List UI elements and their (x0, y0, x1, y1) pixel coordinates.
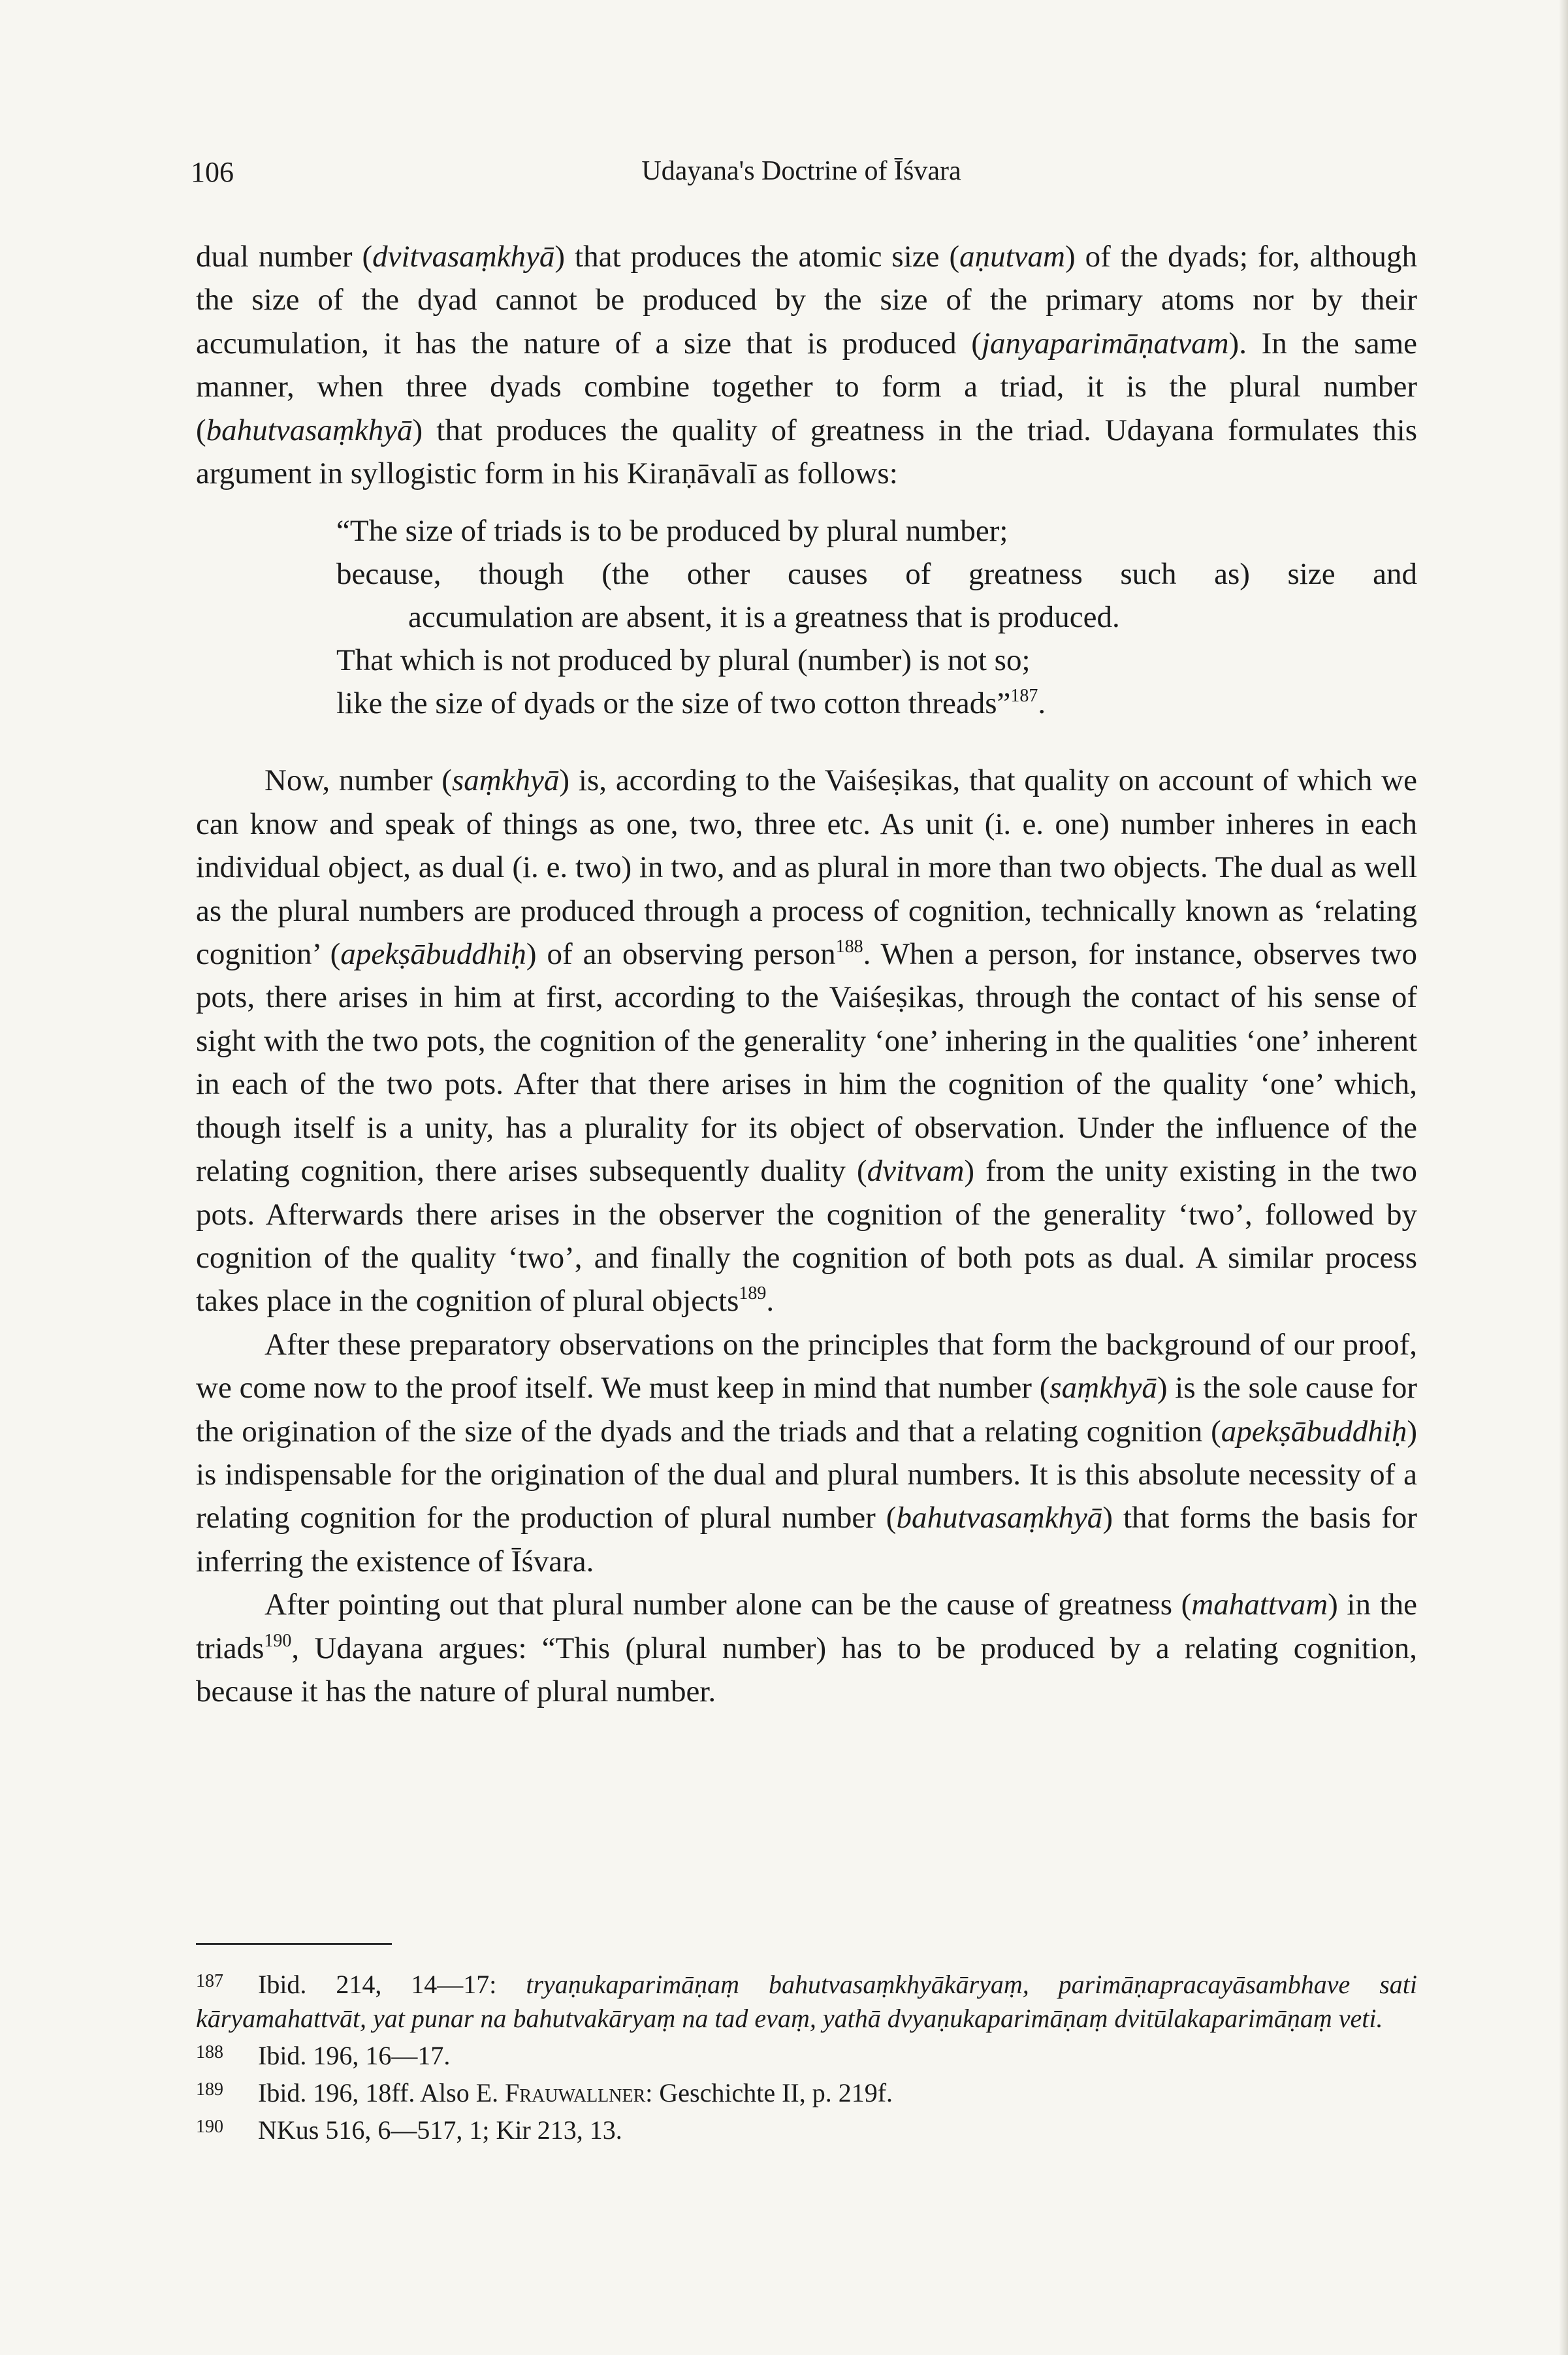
paragraph-2: Now, number (saṃkhyā) is, according to the Vaiśeṣikas, that quality on account of which we can know and speak of things as one, two, three etc. As unit (i. e. one) number inheres in each individual object, as dual (i. e. two) in two, and as plural in more than two objects. The dual as well as the plural numbers are produced through a process of cognition, technically known as ‘relating cognition’ (apekṣābuddhiḥ) of an observing person$^{188}$. When a person, for instance, observes two pots, there arises in him at first, according to the Vaiśeṣikas, through the contact of his sense of sight with the two pots, the cognition of the generality ‘one’ inhering in the qualities ‘one’ inherent in each of the two pots. After that there arises in him the cognition of the quality ‘one’ which, though itself is a unity, has a plurality for its object of observation. Under the influence of the relating cognition, there arises subsequently duality (dvitvam) from the unity existing in the two pots. Afterwards there arises in the observer the cognition of the generality ‘two’, followed by cognition of the quality ‘two’, and finally the cognition of both pots as dual. A similar process takes place in the cognition of plural objects$^{189}$. (196, 763, 1417, 1319)
quote-line-5: like the size of dyads or the size of two cotton threads”$^{187}$. (336, 686, 1046, 721)
paragraph-3: After these preparatory observations on the principles that form the background of our proof, we come now to the proof itself. We must keep in mind that number (saṃkhyā) is the sole cause for the origination of the size of the dyads and the triads and that a relating cognition (apekṣābuddhiḥ) is indispensable for the origination of the dual and plural numbers. It is this absolute necessity of a relating cognition for the production of plural number (bahutvasaṃkhyā) that forms the basis for inferring the existence of Īśvara. (196, 1327, 1417, 1578)
body-text (196, 235, 1417, 1713)
footnote-ref-190[interactable]: 190 (264, 1630, 292, 1651)
page-edge-shadow (1559, 0, 1568, 2355)
syllogism-quote (196, 509, 1417, 725)
paragraph-4: After pointing out that plural number alone can be the cause of greatness (mahattvam) in the triads$^{190}$, Udayana argues: “This (plural number) has to be produced by a relating cognition, because it has the nature of plural number. (196, 1588, 1417, 1708)
footnote-ref-187[interactable]: 187 (1010, 686, 1038, 707)
page-number: 106 (191, 156, 234, 188)
quote-line-1: “The size of triads is to be produced by plural number; (336, 514, 1008, 549)
page-header (191, 155, 1412, 201)
footnotes (196, 1964, 1417, 2147)
footnote-number: 187 (196, 1971, 223, 1991)
footnote-ref-188[interactable]: 188 (835, 937, 863, 957)
quote-line-2: because, though (the other causes of greatness such as) size and (336, 557, 1417, 592)
footnote-number: 188 (196, 2042, 223, 2062)
paragraph-1: dual number (dvitvasaṃkhyā) that produces the atomic size (aṇutvam) of the dyads; for, although the size of the dyad cannot be produced by the size of the primary atoms nor by their accumulation, it has the nature of a size that is produced (janyaparimāṇatvam). In the same manner, when three dyads combine together to form a triad, it is the plural number (bahutvasaṃkhyā) that produces the quality of greatness in the triad. Udayana formulates this argument in syllogistic form in his Kiraṇāvalī as follows: (196, 240, 1417, 491)
footnote-number: 189 (196, 2079, 223, 2100)
footnote-rule (196, 1943, 392, 1945)
footnote-187: 187 Ibid. 214, 14—17: tryaṇukaparimāṇaṃ bahutvasaṃkhyākāryaṃ, parimāṇapracayāsambhave sati kāryamahattvāt, yat punar na bahutvakāryaṃ na tad evaṃ, yathā dvyaṇukaparimāṇaṃ dvitūlakaparimāṇaṃ veti. (196, 1964, 1417, 2036)
footnote-190: 190 NKus 516, 6—517, 1; Kir 213, 13. (196, 2110, 1417, 2147)
quote-line-3: accumulation are absent, it is a greatness that is produced. (408, 600, 1120, 635)
footnote-number: 190 (196, 2117, 223, 2137)
quote-line-4: That which is not produced by plural (number) is not so; (336, 643, 1031, 678)
footnote-189: 189 Ibid. 196, 18ff. Also E. Frauwallner: Geschichte II, p. 219f. (196, 2073, 1417, 2110)
footnote-188: 188 Ibid. 196, 16—17. (196, 2036, 1417, 2073)
footnote-ref-189[interactable]: 189 (739, 1283, 767, 1304)
running-title: Udayana's Doctrine of Īśvara (641, 156, 961, 186)
